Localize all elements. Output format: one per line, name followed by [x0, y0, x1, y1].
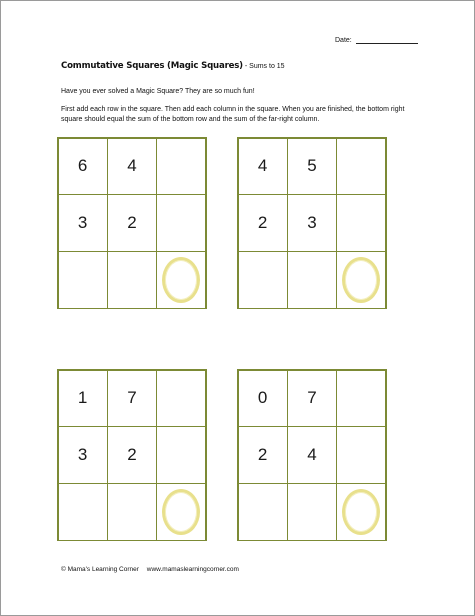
- magic-square-2: [237, 137, 387, 309]
- answer-cell[interactable]: [156, 370, 206, 428]
- square-cell: 0: [238, 370, 288, 428]
- answer-cell[interactable]: [287, 483, 337, 541]
- magic-square-3: [57, 369, 207, 541]
- square-cell: 2: [238, 426, 288, 484]
- answer-cell[interactable]: [336, 426, 386, 484]
- title-row: [61, 61, 285, 71]
- magic-square-1: [57, 137, 207, 309]
- copyright-text: © Mama's Learning Corner: [61, 566, 139, 573]
- answer-cell[interactable]: [336, 138, 386, 196]
- answer-cell[interactable]: [336, 370, 386, 428]
- total-circle-icon: [342, 257, 380, 303]
- square-cell: 2: [238, 194, 288, 252]
- square-cell: 4: [238, 138, 288, 196]
- total-circle-icon: [162, 489, 200, 535]
- answer-cell[interactable]: [58, 483, 108, 541]
- square-cell: 1: [58, 370, 108, 428]
- total-circle-icon: [342, 489, 380, 535]
- answer-cell[interactable]: [107, 483, 157, 541]
- answer-cell[interactable]: [238, 251, 288, 309]
- magic-square-4: [237, 369, 387, 541]
- intro-text: Have you ever solved a Magic Square? They are so much fun!: [61, 88, 255, 95]
- square-cell: 3: [58, 426, 108, 484]
- date-label: Date:: [335, 37, 352, 44]
- instructions-text: First add each row in the square. Then add each column in the square. When you are finished, the bottom right square should equal the sum of the bottom row and the sum of the far-right column.: [61, 106, 405, 123]
- square-cell: 5: [287, 138, 337, 196]
- square-cell: 4: [107, 138, 157, 196]
- worksheet-subtitle: - Sums to 15: [244, 63, 285, 70]
- square-cell: 6: [58, 138, 108, 196]
- answer-cell[interactable]: [156, 138, 206, 196]
- square-cell: 3: [287, 194, 337, 252]
- answer-cell[interactable]: [287, 251, 337, 309]
- total-circle-icon: [162, 257, 200, 303]
- answer-cell[interactable]: [156, 426, 206, 484]
- answer-cell[interactable]: [58, 251, 108, 309]
- answer-cell[interactable]: [107, 251, 157, 309]
- footer: [61, 566, 239, 573]
- square-cell: 3: [58, 194, 108, 252]
- date-field: [335, 35, 418, 44]
- answer-cell[interactable]: [336, 194, 386, 252]
- total-cell[interactable]: [336, 251, 386, 309]
- square-cell: 7: [107, 370, 157, 428]
- answer-cell[interactable]: [238, 483, 288, 541]
- total-cell[interactable]: [156, 483, 206, 541]
- square-cell: 7: [287, 370, 337, 428]
- answer-cell[interactable]: [156, 194, 206, 252]
- worksheet-title: Commutative Squares (Magic Squares): [61, 61, 243, 71]
- square-cell: 4: [287, 426, 337, 484]
- total-cell[interactable]: [336, 483, 386, 541]
- total-cell[interactable]: [156, 251, 206, 309]
- date-blank-line[interactable]: [356, 35, 418, 44]
- square-cell: 2: [107, 426, 157, 484]
- square-cell: 2: [107, 194, 157, 252]
- footer-url-link[interactable]: www.mamaslearningcorner.com: [146, 566, 239, 573]
